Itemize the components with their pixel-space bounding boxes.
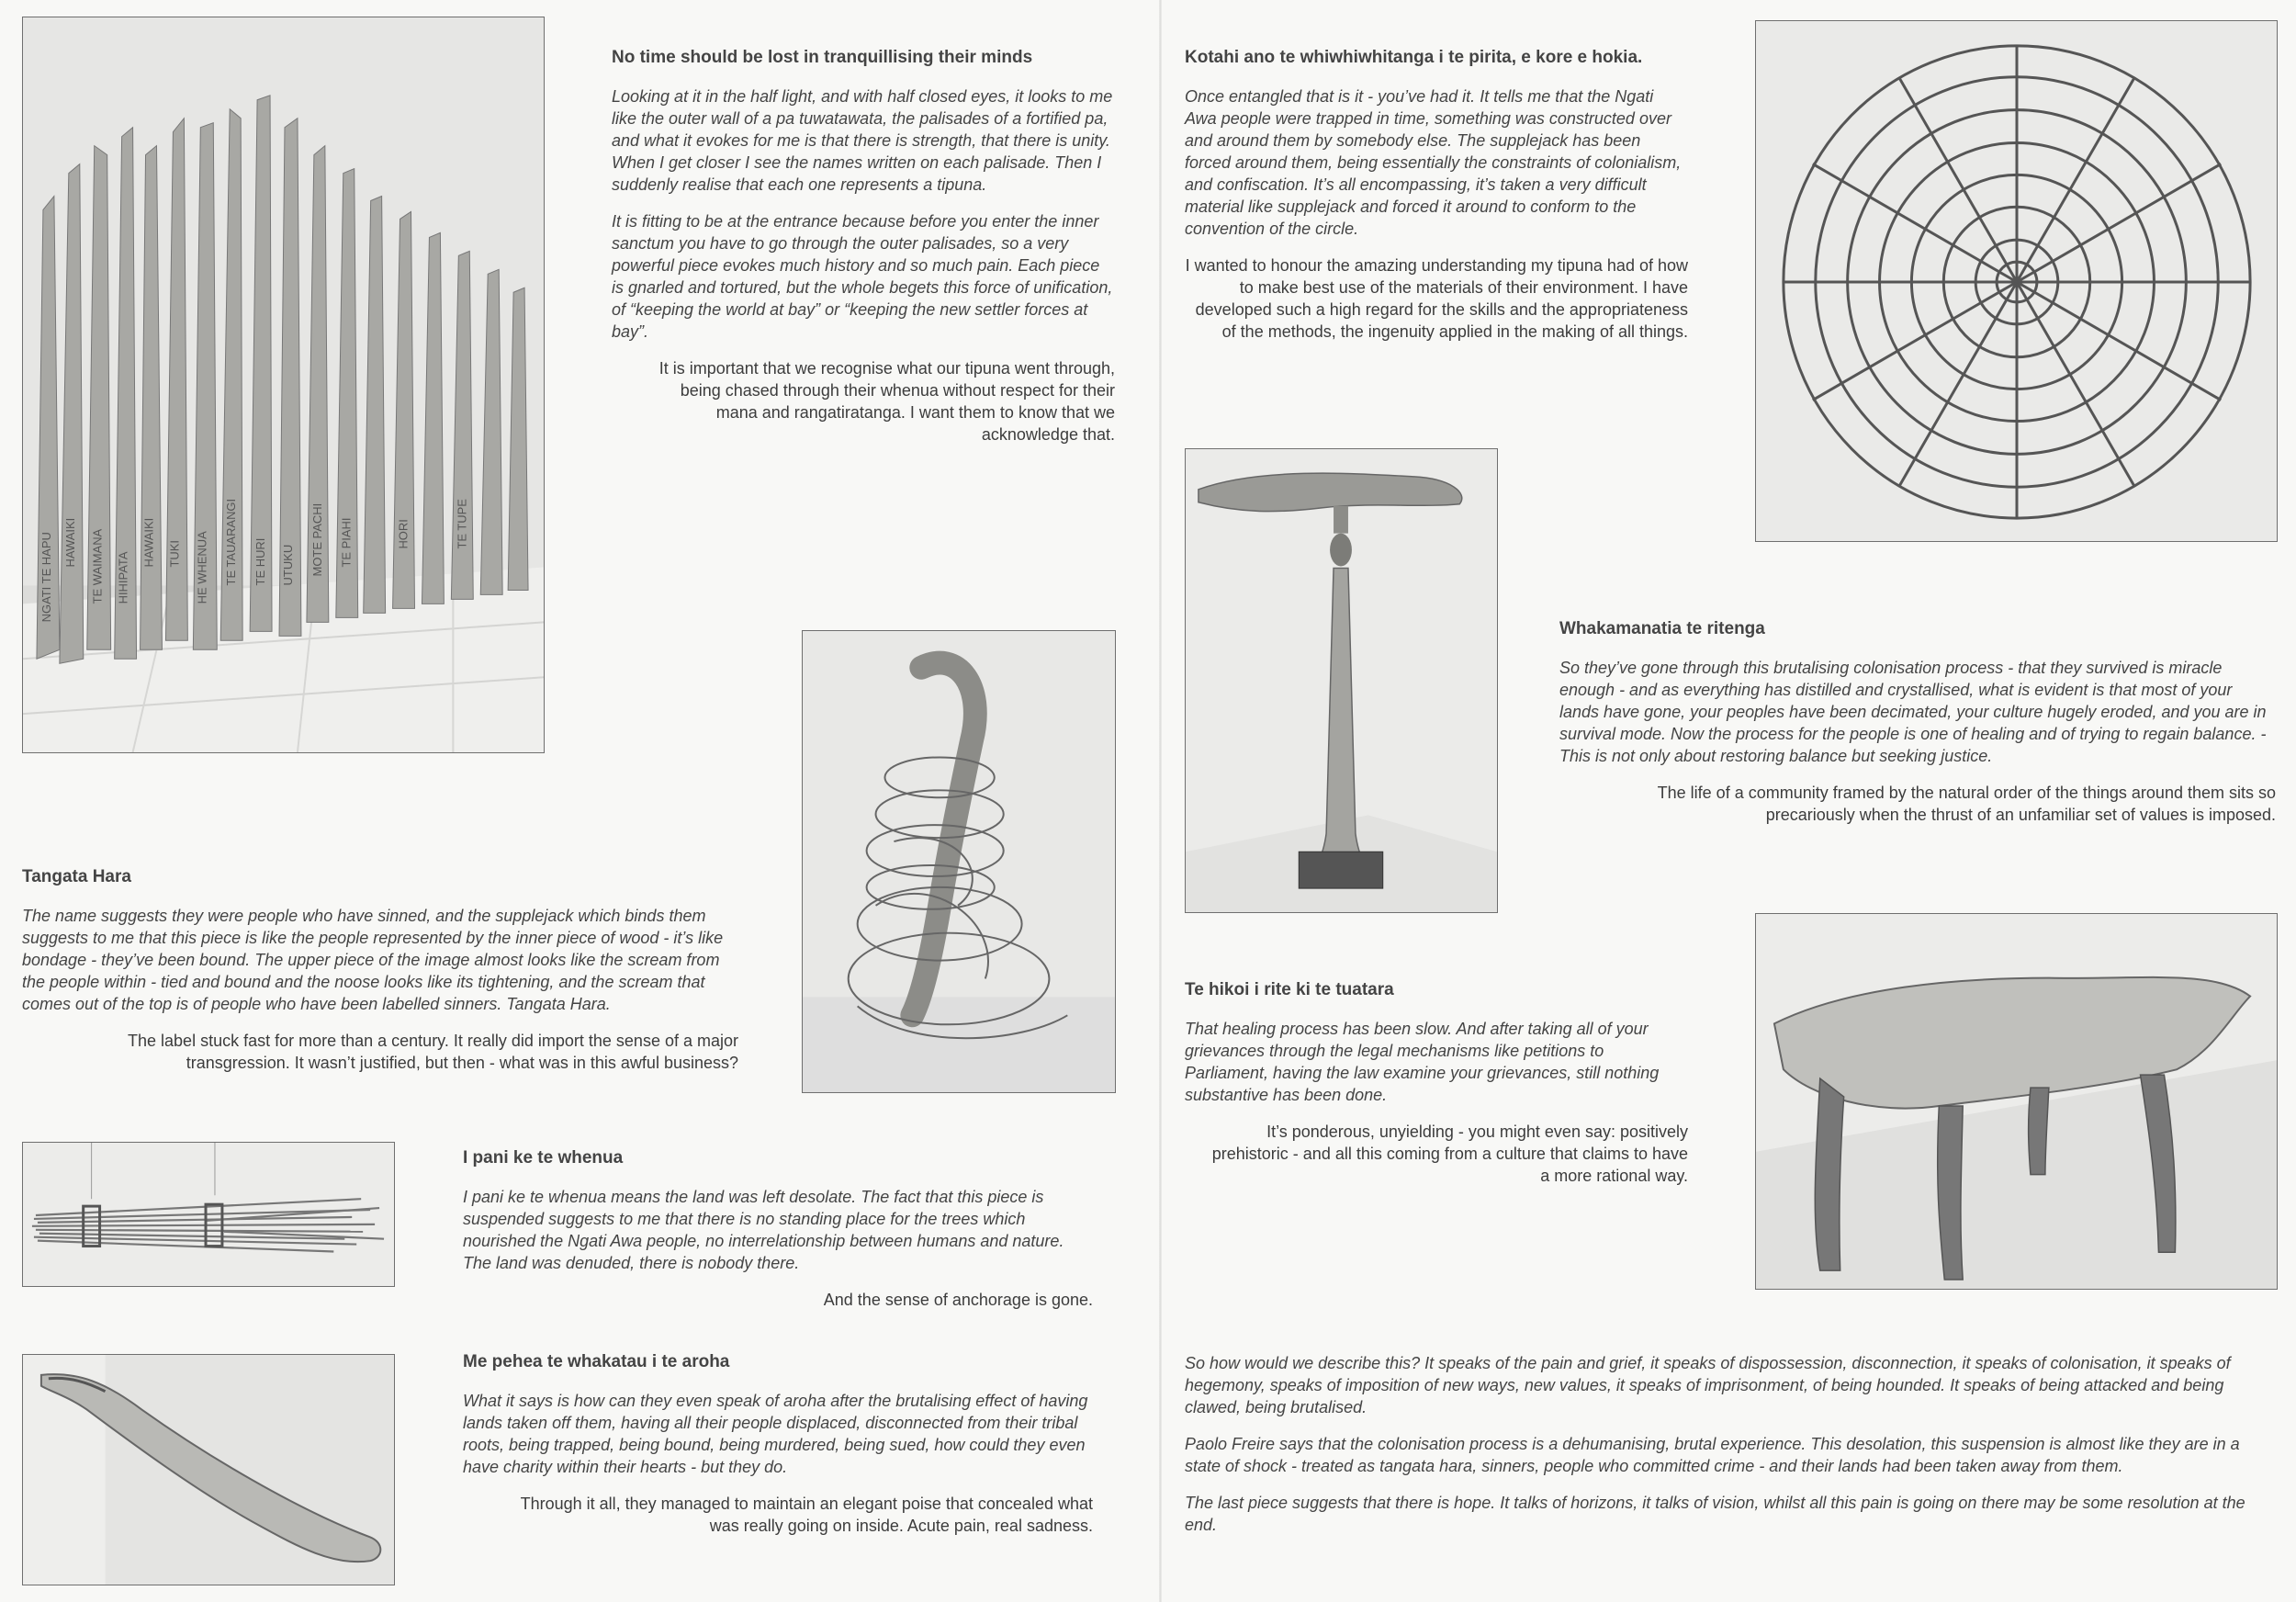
- circular-supplejack-image: [1756, 21, 2277, 541]
- quote: The label stuck fast for more than a century. It really did import the sense of a major transgression. It wasn’t justified, but then - what was in this awful business?: [128, 1031, 738, 1072]
- quote: I wanted to honour the amazing understanding my tipuna had of how to make best use of the materials of their environment. I have developed such a high regard for the skills and the appropriateness of the methods, the ingenuity applied in the making of all things.: [1185, 255, 1688, 341]
- palisade-name-4: HIHIPATA: [116, 551, 130, 604]
- spread-fold: [1159, 0, 1162, 1602]
- section-tangata-hara: [22, 867, 738, 1074]
- palisade-name-13: HORI: [396, 519, 411, 549]
- section-me-pehea: [463, 1352, 1093, 1537]
- circular-supplejack-photo: [1755, 20, 2278, 542]
- palisade-name-5: HAWAIKI: [141, 517, 156, 568]
- palisade-name-12: TE PIAHI: [339, 517, 354, 568]
- paragraph: It is fitting to be at the entrance because before you enter the inner sanctum you have to go through the outer palisades, so a very powerful piece evokes much history and so much pain. Each piece is gnarled and tortured, but the whole begets this force of unification, of “keeping the world at bay” or “keeping the new settler forces at bay”.: [612, 211, 1113, 341]
- stick-bundle-image: [23, 1143, 394, 1286]
- palisade-name-9: TE HURI: [253, 537, 268, 586]
- paragraph: So how would we describe this? It speaks of the pain and grief, it speaks of dispossession, disconnection, it speaks of colonisation, it speaks of hegemony, speaks of imposition of new ways, new values, it speaks of imprisonment, of being hounded. It speaks of being attacked and being clawed, being brutalised.: [1185, 1354, 2231, 1416]
- palisade-name-10: UTUKU: [280, 544, 295, 586]
- section-whakamanatia: [1559, 619, 2276, 826]
- paragraph: Looking at it in the half light, and with half closed eyes, it looks to me like the outer wall of a pa tuwatawata, the palisades of a fortified pa, and what it evokes for me is that there is strength, that there is unity. When I get closer I see the names written on each palisade. Then I suddenly realise that each one represents a tipuna.: [612, 86, 1113, 194]
- palisade-name-11: MOTE PACHI: [310, 502, 324, 577]
- paragraph: The last piece suggests that there is hope. It talks of horizons, it talks of vision, whilst all this pain is going on there may be some resolution at the end.: [1185, 1494, 2245, 1534]
- quote: And the sense of anchorage is gone.: [823, 1290, 1093, 1309]
- heading-kotahi-ano: Kotahi ano te whiwhiwhitanga i te pirita, e kore e hokia.: [1185, 48, 1643, 67]
- heading-me-pehea: Me pehea te whakatau i te aroha: [463, 1352, 730, 1371]
- quote: It’s ponderous, unyielding - you might even say: positively prehistoric - and all this coming from a culture that claims to have a more rational way.: [1211, 1122, 1688, 1185]
- stick-bundle-photo: [22, 1142, 395, 1287]
- palisade-name-2: HAWAIKI: [62, 517, 77, 568]
- palisade-sculpture-photo: [22, 17, 545, 753]
- quote: It is important that we recognise what our tipuna went through, being chased through their whenua without respect for their mana and rangatiratanga. I want them to know that we acknowledge that.: [658, 358, 1115, 444]
- section-kotahi-ano: [1185, 48, 1688, 343]
- palisade-name-14: TE TUPE: [455, 499, 469, 549]
- pedestal-sculpture-photo: [1185, 448, 1498, 913]
- tangata-hara-image: [803, 631, 1115, 1092]
- heading-te-hikoi: Te hikoi i rite ki te tuatara: [1185, 980, 1394, 999]
- driftwood-table-photo: [1755, 913, 2278, 1290]
- paragraph: So they’ve gone through this brutalising colonisation process - that they survived is miracle enough - and as everything has distilled and crystallised, what is evident is that most of your lands have gone, your peoples have been decimated, your culture hugely eroded, and you are in survival mode. Now the process for the people is one of healing and of trying to regain balance. - This is not only about restoring balance but seeking justice.: [1559, 658, 2267, 765]
- heading-no-time: No time should be lost in tranquillising their minds: [612, 48, 1033, 67]
- section-i-pani: [463, 1148, 1093, 1311]
- palisade-name-1: NGATI TE HAPU: [39, 532, 53, 623]
- heading-whakamanatia: Whakamanatia te ritenga: [1559, 619, 1765, 638]
- quote: The life of a community framed by the natural order of the things around them sits so precariously when the thrust of an unfamiliar set of values is imposed.: [1657, 783, 2276, 824]
- paragraph: Paolo Freire says that the colonisation process is a dehumanising, brutal experience. This desolation, this suspension is almost like they are in a state of shock - treated as tangata hara, sinners, people who committed crime - and their lands had been taken away from them.: [1185, 1435, 2240, 1475]
- palisade-name-7: HE WHENUA: [195, 531, 209, 604]
- palisade-name-8: TE TAUARANGI: [224, 498, 239, 586]
- paragraph: What it says is how can they even speak of aroha after the brutalising effect of having lands taken off them, having all their people displaced, disconnected from their tribal roots, being trapped, being bound, being murdered, being sued, how could they even have charity within their hearts - but they do.: [463, 1391, 1088, 1476]
- section-te-hikoi: [1185, 980, 1688, 1187]
- palisade-sculpture-image: [23, 17, 544, 752]
- paragraph: I pani ke te whenua means the land was left desolate. The fact that this piece is suspended suggests to me that there is no standing place for the trees which nourished the Ngati Awa people, no interrelationship between humans and nature. The land was denuded, there is nobody there.: [463, 1187, 1064, 1272]
- paragraph: That healing process has been slow. And after taking all of your grievances through the legal mechanisms like petitions to Parliament, having the law examine your grievances, still nothing substantive has been done.: [1185, 1019, 1660, 1104]
- paragraph: The name suggests they were people who have sinned, and the supplejack which binds them suggests to me that this piece is like the people represented by the inner piece of wood - it’s like bondage - they’ve been bound. The upper piece of the image almost looks like the scream from the people within - tied and bound and the noose looks like its tightening, and the scream that comes out of the top is of people who have been labelled sinners. Tangata Hara.: [22, 906, 724, 1013]
- driftwood-table-image: [1756, 914, 2277, 1289]
- palisade-name-3: TE WAIMANA: [90, 528, 105, 604]
- carved-paddle-image: [23, 1355, 394, 1585]
- paragraph: Once entangled that is it - you’ve had it. It tells me that the Ngati Awa people were trapped in time, something was constructed over and around them by somebody else. The supplejack has been forced around them, being essentially the constraints of colonialism, and confiscation. It’s all encompassing, it’s taken a very difficult material like supplejack and forced it around to conform to the convention of the circle.: [1185, 86, 1682, 238]
- carved-paddle-photo: [22, 1354, 395, 1585]
- heading-tangata-hara: Tangata Hara: [22, 867, 131, 886]
- pedestal-sculpture-image: [1186, 449, 1497, 912]
- palisade-name-6: TUKI: [167, 539, 182, 568]
- section-closing: [1185, 1352, 2256, 1551]
- quote: Through it all, they managed to maintain an elegant poise that concealed what was really going on inside. Acute pain, real sadness.: [520, 1494, 1093, 1535]
- heading-i-pani: I pani ke te whenua: [463, 1148, 624, 1168]
- tangata-hara-photo: [802, 630, 1116, 1093]
- section-no-time: [612, 48, 1115, 446]
